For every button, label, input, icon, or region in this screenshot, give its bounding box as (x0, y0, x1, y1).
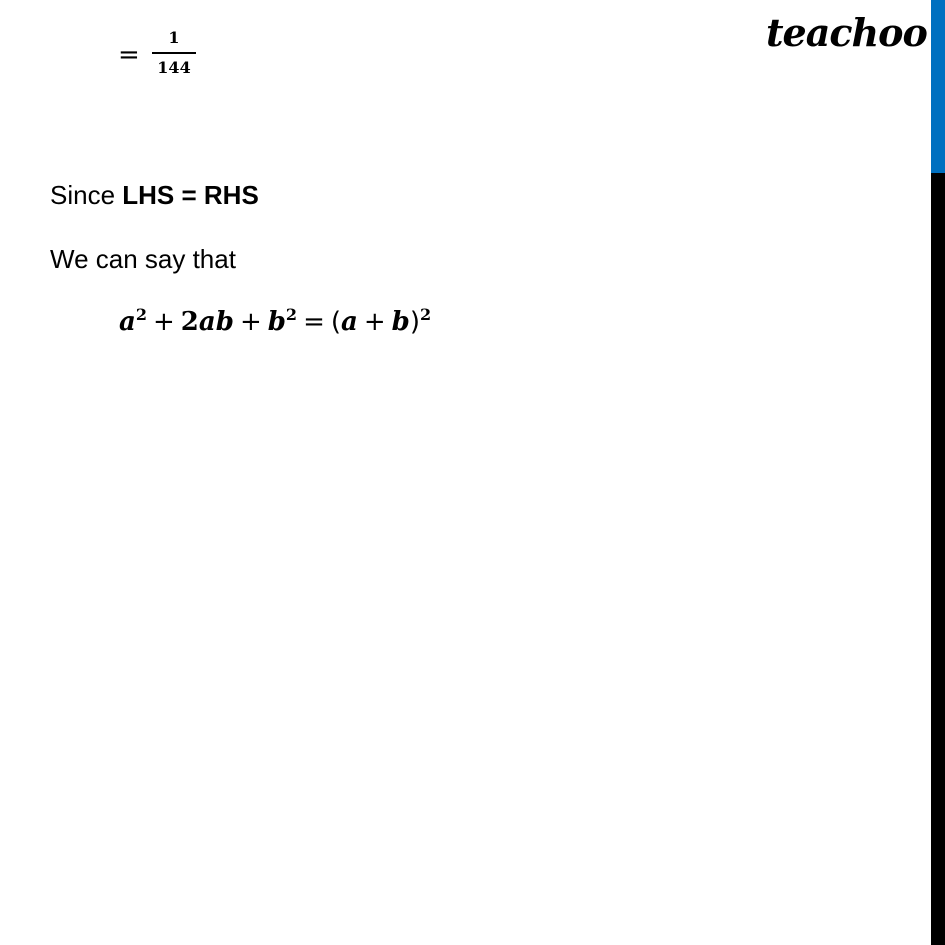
equals-sign: = (303, 307, 325, 337)
fraction-bar (152, 52, 196, 54)
exponent: 2 (135, 305, 147, 324)
left-paren: ( (330, 307, 342, 337)
var-a: a (119, 307, 136, 337)
exponent: 2 (420, 305, 432, 324)
fraction-denominator: 144 (157, 58, 191, 77)
var-b: b (391, 307, 410, 337)
plus-sign: + (239, 307, 262, 337)
since-prefix: Since (50, 180, 123, 210)
var-a: a (198, 307, 216, 337)
right-paren: ) (409, 307, 421, 337)
equals-sign: = (118, 40, 140, 70)
fraction-numerator: 1 (168, 28, 180, 47)
since-statement (50, 182, 259, 208)
var-a: a (341, 307, 358, 337)
var-b: b (267, 307, 286, 337)
plus-sign: + (153, 307, 175, 337)
var-b: b (215, 307, 234, 337)
coefficient: 2 (180, 307, 199, 337)
lhs-equals-rhs: LHS = RHS (122, 180, 259, 210)
fraction (152, 30, 196, 76)
sidebar-accent-strip (931, 0, 945, 173)
algebraic-identity (119, 305, 432, 337)
we-can-say-statement: We can say that (50, 244, 236, 274)
teachoo-logo: teachoo (766, 10, 927, 55)
plus-sign: + (363, 307, 386, 337)
exponent: 2 (285, 305, 298, 324)
